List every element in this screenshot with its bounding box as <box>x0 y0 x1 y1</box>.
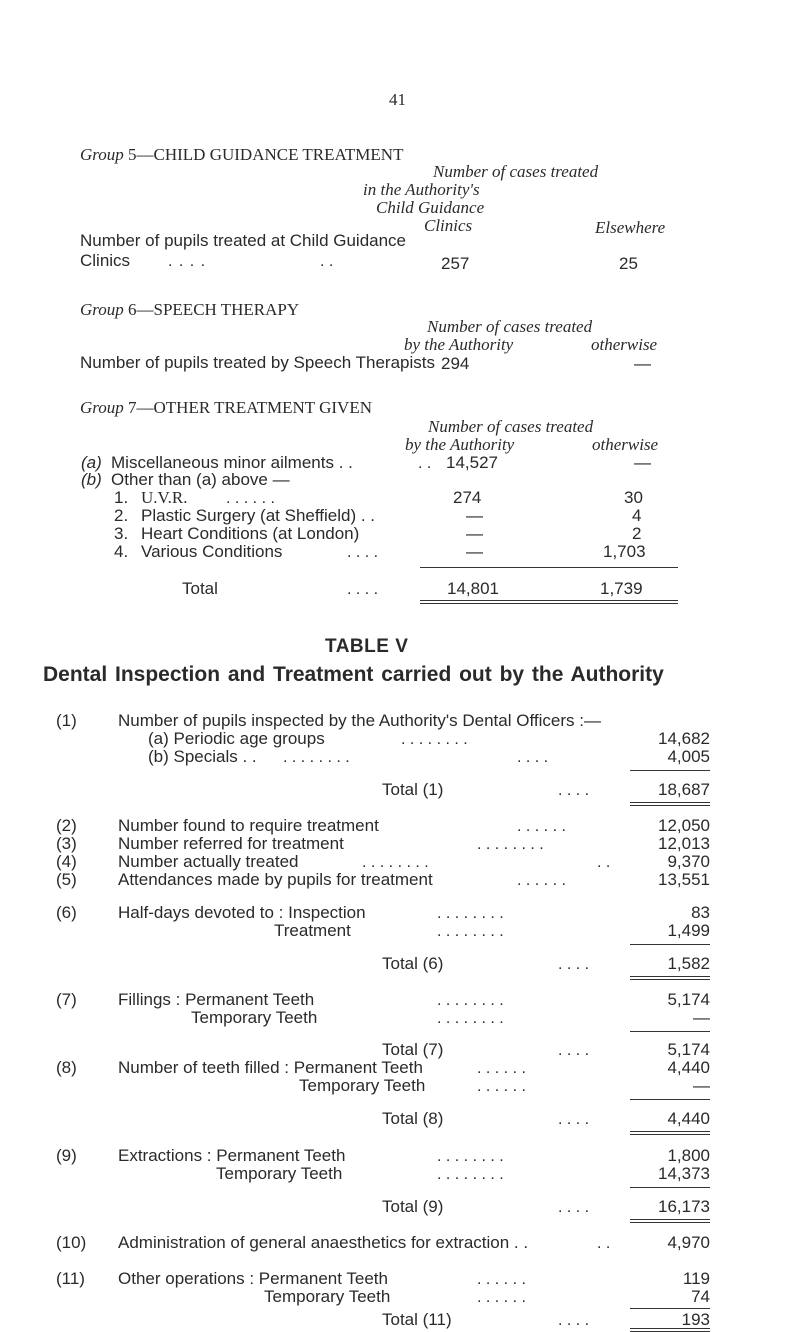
group6-col-authority: by the Authority <box>404 335 514 354</box>
group6-col-otherwise: otherwise <box>591 335 658 354</box>
total-value: 5,174 <box>667 1040 710 1059</box>
leader-dots: . . . . . . . . <box>362 854 429 871</box>
leader-dots: . . <box>597 854 611 871</box>
total-label: Total (6) <box>382 954 444 973</box>
subtotal-rule <box>630 1099 710 1100</box>
leader-dots: . . . . <box>558 782 590 799</box>
group5-col-elsewhere: Elsewhere <box>595 218 666 237</box>
total-value: 4,440 <box>667 1109 710 1128</box>
item-value: 119 <box>682 1269 710 1288</box>
item-label: Attendances made by pupils for treatment <box>118 870 433 889</box>
group5-row-label-1: Number of pupils treated at Child Guidance <box>80 231 407 250</box>
leader-dots: . . . . <box>558 1042 590 1059</box>
item-number: (11) <box>56 1269 85 1288</box>
leader-dots: . . . . . . . . <box>437 992 504 1009</box>
leader-dots: . . . . . . . . <box>401 731 468 748</box>
item-label: Fillings : Permanent Teeth <box>118 990 315 1009</box>
item-label: Other operations : Permanent Teeth <box>118 1269 388 1288</box>
total-value: 18,687 <box>658 780 710 799</box>
leader-dots: . . . . <box>517 749 549 766</box>
total-double-rule <box>630 1328 710 1332</box>
item-label: Number found to require treatment <box>118 816 379 835</box>
group7-header-line1: Number of cases treated <box>428 417 594 436</box>
group6-value-otherwise: — <box>634 354 651 373</box>
item-number: (7) <box>56 990 77 1009</box>
group5-value-elsewhere: 25 <box>619 254 638 273</box>
item-label: Temporary Teeth <box>191 1008 318 1027</box>
item-label: Administration of general anaesthetics for extraction . . <box>118 1233 529 1252</box>
leader-dots: . . . . . . . . <box>437 923 504 940</box>
total-double-rule <box>630 976 710 980</box>
leader-dots: . . . . . . . . <box>437 905 504 922</box>
leader-dots: . . . . . . <box>477 1078 526 1095</box>
group6-row-label: Number of pupils treated by Speech Therapists <box>80 353 435 372</box>
leader-dots: . . <box>597 1235 611 1252</box>
group7-title: Group 7—OTHER TREATMENT GIVEN <box>80 398 372 417</box>
item-label: (b) Specials . . <box>148 747 257 766</box>
item-value: 13,551 <box>658 870 710 889</box>
group5-header-line1: Number of cases treated <box>433 162 599 181</box>
leader-dots: . . . . <box>558 956 590 973</box>
item-number: (8) <box>56 1058 77 1077</box>
item-value: 12,050 <box>658 816 710 835</box>
item-number: (4) <box>56 852 77 871</box>
leader-dots: . . . . . . <box>477 1271 526 1288</box>
leader-dots: . . . . . . <box>517 872 566 889</box>
leader-dots: . . . . <box>558 1199 590 1216</box>
group6-header-line1: Number of cases treated <box>427 317 593 336</box>
item-value: — <box>693 1008 710 1027</box>
leader-dots: . . . . . . . . <box>283 749 350 766</box>
item-number: (5) <box>56 870 77 889</box>
item-label: (a) Periodic age groups <box>148 729 325 748</box>
item-label: Number actually treated <box>118 852 299 871</box>
item-value: 9,370 <box>667 852 710 871</box>
page-number: 41 <box>389 90 406 109</box>
group6-title: Group 6—SPEECH THERAPY <box>80 300 300 319</box>
item-value: 4,440 <box>667 1058 710 1077</box>
group6-value-authority: 294 <box>441 354 470 373</box>
item-label: Number of teeth filled : Permanent Teeth <box>118 1058 423 1077</box>
group5-leader-dots-2: . . <box>320 253 334 270</box>
group5-title: Group 5—CHILD GUIDANCE TREATMENT <box>80 145 404 164</box>
item-number: (3) <box>56 834 77 853</box>
item-value: 1,499 <box>667 921 710 940</box>
leader-dots: . . . . . . <box>477 1289 526 1306</box>
group5-leader-dots: . . . . <box>168 253 207 270</box>
item-label: Half-days devoted to : Inspection <box>118 903 366 922</box>
group7-total-rule <box>420 567 678 568</box>
item-label: Extractions : Permanent Teeth <box>118 1146 346 1165</box>
item-label: Temporary Teeth <box>264 1287 391 1306</box>
subtotal-rule <box>630 1308 710 1309</box>
total-value: 1,582 <box>667 954 710 973</box>
group7-col-otherwise: otherwise <box>592 435 659 454</box>
leader-dots: . . . . . . <box>517 818 566 835</box>
total-double-rule <box>630 1131 710 1135</box>
leader-dots: . . . . . . . . <box>477 836 544 853</box>
group5-col-clinics: Clinics <box>424 216 473 235</box>
item-label: Number referred for treatment <box>118 834 344 853</box>
item-label: Number of pupils inspected by the Authority's Dental Officers :— <box>118 711 601 730</box>
group7-total-otherwise: 1,739 <box>600 579 643 598</box>
total-label: Total (8) <box>382 1109 444 1128</box>
item-value: 1,800 <box>667 1146 710 1165</box>
group7-col-authority: by the Authority <box>405 435 515 454</box>
subtotal-rule <box>630 1187 710 1188</box>
leader-dots: . . . . . . . . <box>437 1148 504 1165</box>
total-label: Total (11) <box>382 1310 452 1329</box>
item-value: 74 <box>691 1287 710 1306</box>
item-label: Treatment <box>274 921 351 940</box>
total-value: 16,173 <box>658 1197 710 1216</box>
item-value: 14,682 <box>658 729 710 748</box>
total-value: 193 <box>681 1310 710 1329</box>
item-number: (9) <box>56 1146 77 1165</box>
subtotal-rule <box>630 944 710 945</box>
item-value: — <box>693 1076 710 1095</box>
item-value: 4,005 <box>667 747 710 766</box>
table5-title: TABLE V <box>325 636 409 657</box>
item-value: 14,373 <box>658 1164 710 1183</box>
leader-dots: . . . . <box>558 1111 590 1128</box>
item-number: (1) <box>56 711 77 730</box>
group5-header-line2: in the Authority's <box>363 180 480 199</box>
table5-heading: Dental Inspection and Treatment carried out by the Authority <box>43 663 664 686</box>
subtotal-rule <box>630 770 710 771</box>
item-value: 5,174 <box>667 990 710 1009</box>
leader-dots: . . . . . . <box>477 1060 526 1077</box>
group7-total-dots: . . . . <box>347 581 379 598</box>
group7-total-label: Total <box>182 579 218 598</box>
item-number: (10) <box>56 1233 87 1252</box>
subtotal-rule <box>630 1031 710 1032</box>
item-value: 12,013 <box>658 834 710 853</box>
leader-dots: . . . . . . . . <box>437 1166 504 1183</box>
item-number: (2) <box>56 816 77 835</box>
item-number: (6) <box>56 903 77 922</box>
group7-double-rule <box>420 600 678 604</box>
item-label: Temporary Teeth <box>299 1076 426 1095</box>
total-double-rule <box>630 802 710 806</box>
leader-dots: . . . . . . . . <box>437 1010 504 1027</box>
item-value: 4,970 <box>667 1233 710 1252</box>
total-label: Total (9) <box>382 1197 444 1216</box>
leader-dots: . . . . <box>558 1312 590 1329</box>
group7-total-authority: 14,801 <box>447 579 499 598</box>
total-label: Total (1) <box>382 780 444 799</box>
group5-header-line3: Child Guidance <box>376 198 485 217</box>
group5-value-clinics: 257 <box>441 254 470 273</box>
item-value: 83 <box>691 903 710 922</box>
group5-row-label-2: Clinics <box>80 251 131 270</box>
total-label: Total (7) <box>382 1040 444 1059</box>
item-label: Temporary Teeth <box>216 1164 343 1183</box>
total-double-rule <box>630 1219 710 1223</box>
